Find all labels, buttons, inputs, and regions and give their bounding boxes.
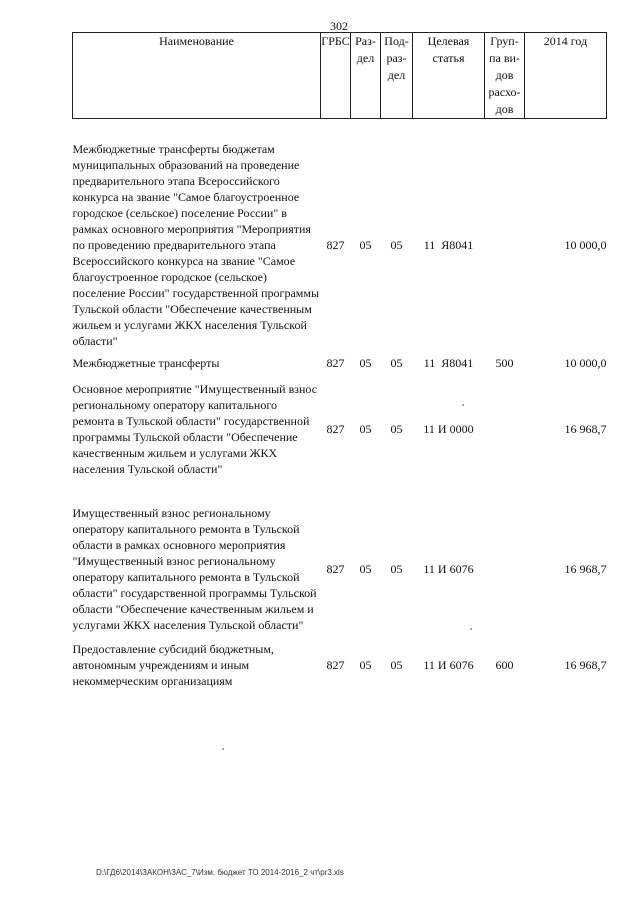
file-path-footer: D:\ГД6\2014\ЗАКОН\ЗАС_7\Изм. бюджет ТО 2014-2016_2 чт\pr3.xls <box>96 868 344 877</box>
row-amount: 10 000,0 <box>564 355 607 370</box>
page-number: 302 <box>330 19 348 33</box>
table-row <box>73 381 607 477</box>
header-grbs: ГРБС <box>321 33 351 119</box>
row-name: Межбюджетные трансферты <box>72 355 220 370</box>
row-grbs: 827 <box>326 561 345 576</box>
table-row <box>73 141 607 349</box>
row-grbs: 827 <box>326 421 345 436</box>
header-podrazdel: Под- раз- дел <box>381 33 413 119</box>
row-article: 11 Я8041 <box>423 237 474 252</box>
row-razdel: 05 <box>359 561 372 576</box>
header-target-article: Целевая статья <box>413 33 485 119</box>
scan-speck <box>470 628 472 630</box>
row-name: Межбюджетные трансферты бюджетам муниципальных образований на проведение предварительного этапа Всероссийского конкурса на звание "Самое благоустроенное городское (сельское) поселение России" в рамках основного мероприятия "Мероприятия по проведению предварительного этапа Всероссийского конкурса на звание "Самое благоустроенное городское (сельское) поселение России" государственной программы Тульской области "Обеспечение качественным жильем и услугами ЖКХ населения Тульской области" <box>72 141 320 348</box>
header-year: 2014 год <box>525 33 607 119</box>
header-expense-group: Груп- па ви- дов расхо- дов <box>485 33 525 119</box>
table-header-row <box>73 33 607 119</box>
row-podrazdel: 05 <box>390 561 403 576</box>
row-group: 500 <box>495 355 514 370</box>
table-row <box>73 355 607 371</box>
row-grbs: 827 <box>326 355 345 370</box>
row-group: 600 <box>495 657 514 672</box>
row-article: 11 И 6076 <box>423 657 474 672</box>
row-name: Имущественный взнос региональному оператору капитального ремонта в Тульской области в рамках основного мероприятия "Имущественный взнос региональному оператору капитального ремонта в Тульской области" государственной программы Тульской области "Обеспечение качественным жильем и услугами ЖКХ населения Тульской области" <box>72 505 317 632</box>
scan-speck <box>462 404 464 406</box>
row-podrazdel: 05 <box>390 657 403 672</box>
row-article: 11 Я8041 <box>423 355 474 370</box>
table-row <box>73 641 607 689</box>
row-name: Предоставление субсидий бюджетным, автономным учреждениям и иным некоммерческим организациям <box>72 641 274 688</box>
header-name: Наименование <box>73 33 321 119</box>
row-razdel: 05 <box>359 355 372 370</box>
row-name: Основное мероприятие "Имущественный взнос региональному оператору капитального ремонта в Тульской области" государственной программы Тульской области "Обеспечение качественным жильем и услугами ЖКХ населения Тульской области" <box>72 381 318 476</box>
row-grbs: 827 <box>326 657 345 672</box>
scan-speck <box>222 748 224 750</box>
row-amount: 10 000,0 <box>564 237 607 252</box>
row-razdel: 05 <box>359 237 372 252</box>
table-row <box>73 505 607 633</box>
row-group <box>485 381 525 477</box>
row-podrazdel: 05 <box>390 421 403 436</box>
row-amount: 16 968,7 <box>564 421 607 436</box>
row-amount: 16 968,7 <box>564 657 607 672</box>
budget-table <box>72 32 607 689</box>
row-podrazdel: 05 <box>390 237 403 252</box>
row-group <box>485 141 525 349</box>
row-razdel: 05 <box>359 421 372 436</box>
row-grbs: 827 <box>326 237 345 252</box>
row-podrazdel: 05 <box>390 355 403 370</box>
row-amount: 16 968,7 <box>564 561 607 576</box>
row-article: 11 И 0000 <box>423 421 474 436</box>
row-razdel: 05 <box>359 657 372 672</box>
header-razdel: Раз- дел <box>351 33 381 119</box>
row-group <box>485 505 525 633</box>
row-article: 11 И 6076 <box>423 561 474 576</box>
